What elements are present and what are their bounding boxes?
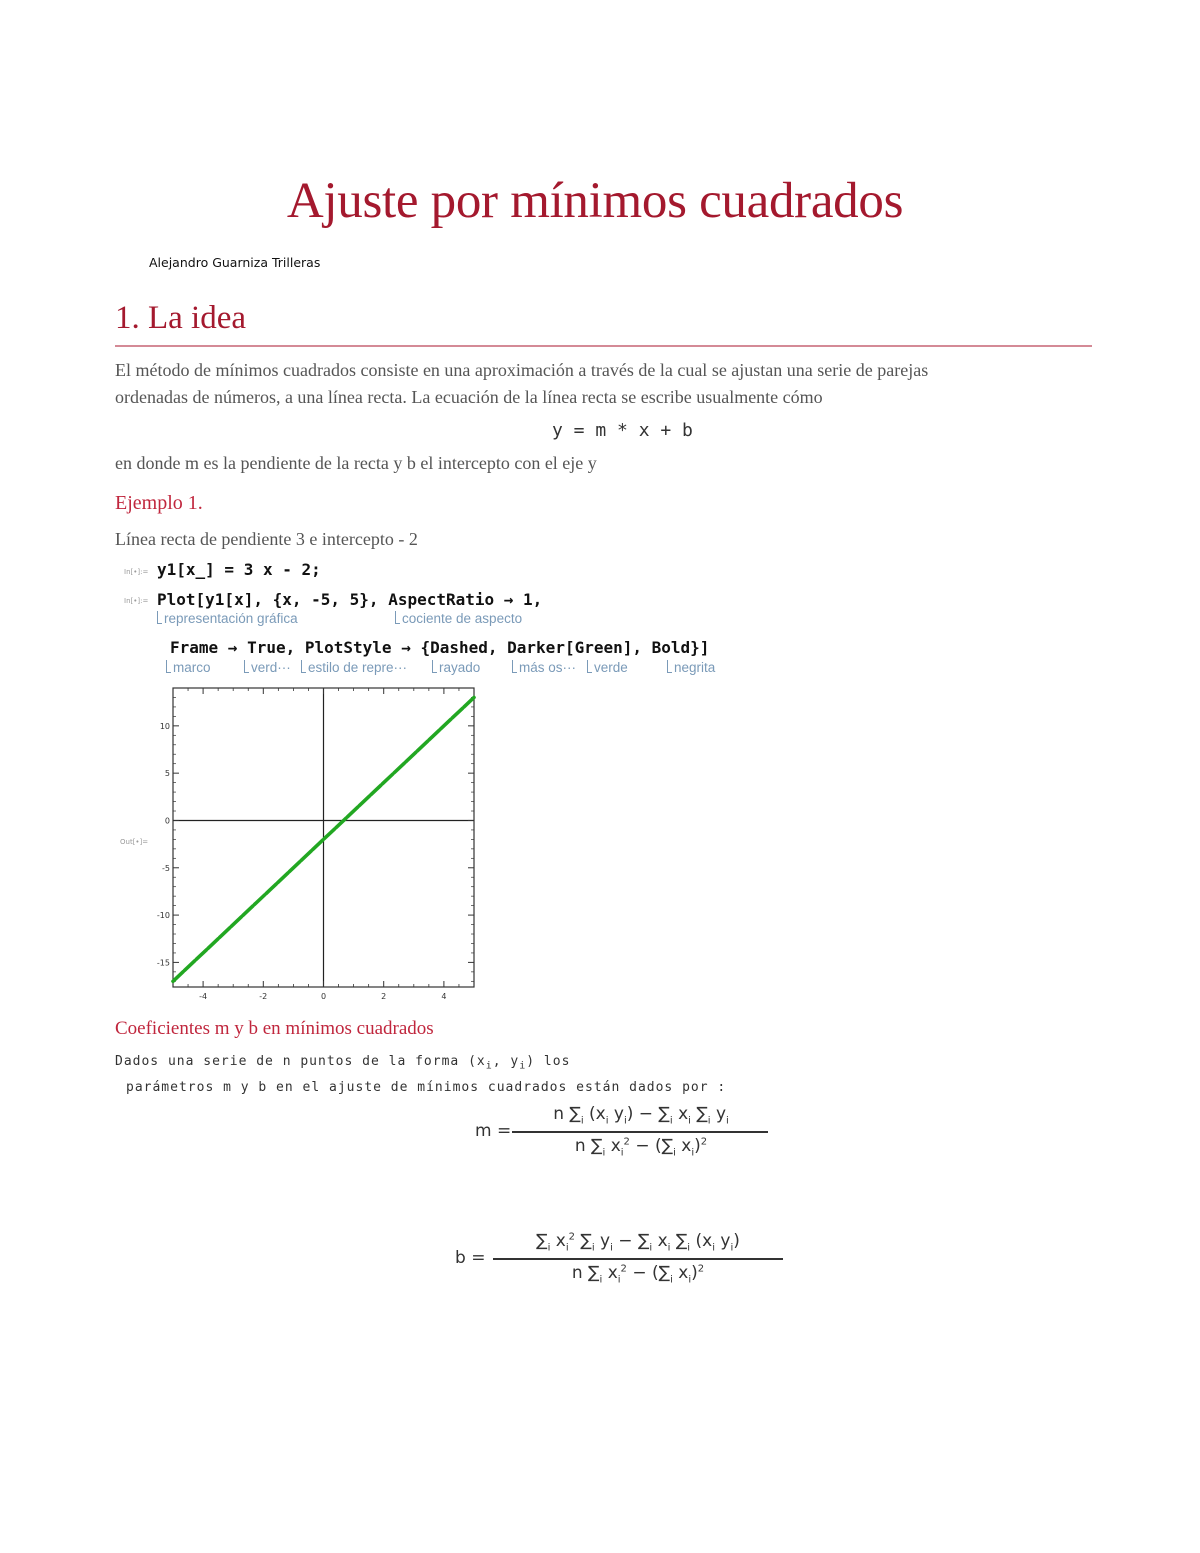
hint-plotstyle: estilo de repre··· bbox=[301, 660, 407, 675]
y-tick-label: -15 bbox=[156, 958, 170, 968]
subscript: i bbox=[519, 1060, 527, 1072]
coefficients-text: , y bbox=[492, 1054, 520, 1069]
formula-m-numerator: n $\sum_i$ ($x_i$ $y_i) - \sum_i$ $x_i$ $\sum_i$ $y_i$ bbox=[553, 1104, 729, 1127]
formula-b-denominator: n $\sum_i$ $x_i^2 - (\sum_i$ $x_i)^2$ bbox=[571, 1263, 705, 1286]
example-heading: Ejemplo 1. bbox=[115, 492, 203, 514]
output-label: Out[•]= bbox=[120, 838, 149, 846]
line-plot bbox=[140, 680, 485, 1005]
y-tick-label: 0 bbox=[164, 816, 170, 826]
coefficients-line-2: parámetros m y b en el ajuste de mínimos cuadrados están dados por : bbox=[126, 1080, 727, 1095]
formula-b bbox=[455, 1227, 795, 1297]
y-tick-label: -10 bbox=[156, 911, 170, 921]
coefficients-line-1 bbox=[115, 1054, 570, 1072]
input-label: In[•]:= bbox=[124, 568, 149, 576]
x-tick-label: 0 bbox=[320, 992, 327, 1001]
coefficients-text: ) los bbox=[526, 1054, 571, 1069]
formula-b-label: b = bbox=[455, 1248, 486, 1268]
author: Alejandro Guarniza Trilleras bbox=[149, 255, 321, 270]
paragraph-line: El método de mínimos cuadrados consiste en una aproximación a través de la cual se ajustan una serie de parejas bbox=[115, 360, 929, 380]
hint-plot: representación gráfica bbox=[157, 611, 298, 626]
code-input-2[interactable]: Plot[y1[x], {x, -5, 5}, AspectRatio → 1, bbox=[157, 590, 543, 609]
formula-m-label: m = bbox=[475, 1121, 512, 1141]
example-description: Línea recta de pendiente 3 e intercepto - 2 bbox=[115, 529, 418, 549]
input-label: In[•]:= bbox=[124, 597, 149, 605]
formula-m bbox=[475, 1100, 775, 1170]
fraction-bar bbox=[512, 1131, 768, 1133]
page-title: Ajuste por mínimos cuadrados bbox=[286, 173, 904, 229]
hint-darker: más os··· bbox=[512, 660, 576, 675]
line-equation: y = m * x + b bbox=[552, 420, 693, 441]
y-tick-label: -5 bbox=[162, 863, 170, 873]
formula-m-denominator: n $\sum_i$ $x_i^2 - (\sum_i$ $x_i)^2$ bbox=[574, 1136, 708, 1159]
paragraph-line: ordenadas de números, a una línea recta. La ecuación de la línea recta se escribe usualmente cómo bbox=[115, 387, 823, 407]
hint-dashed: rayado bbox=[432, 660, 480, 675]
hint-green: verde bbox=[587, 660, 628, 675]
code-input-1[interactable]: y1[x_] = 3 x - 2; bbox=[157, 560, 321, 579]
coefficients-text: Dados una serie de n puntos de la forma (x bbox=[115, 1054, 486, 1069]
formula-b-numerator: $\sum_i$ $x_i^2$ $\sum_i$ $y_i - \sum_i$ $x_i$ $\sum_i$ ($x_i$ $y_i$) bbox=[536, 1231, 740, 1254]
paragraph-intro bbox=[115, 357, 1095, 411]
x-tick-label: 4 bbox=[441, 992, 447, 1001]
subscript: i bbox=[485, 1060, 493, 1072]
fraction-bar bbox=[493, 1258, 783, 1260]
y-tick-label: 10 bbox=[159, 721, 170, 731]
section-heading: 1. La idea bbox=[115, 300, 247, 336]
hint-aspect-ratio: cociente de aspecto bbox=[395, 611, 522, 626]
x-tick-label: -2 bbox=[259, 992, 268, 1001]
hint-true: verd··· bbox=[244, 660, 291, 675]
section-divider bbox=[115, 345, 1092, 347]
y-tick-label: 5 bbox=[164, 769, 170, 779]
code-input-3[interactable]: Frame → True, PlotStyle → {Dashed, Darker[Green], Bold}] bbox=[170, 638, 710, 657]
coefficients-heading: Coeficientes m y b en mínimos cuadrados bbox=[115, 1018, 434, 1039]
paragraph-definition: en donde m es la pendiente de la recta y b el intercepto con el eje y bbox=[115, 453, 597, 473]
hint-bold: negrita bbox=[667, 660, 715, 675]
x-tick-label: -4 bbox=[199, 992, 208, 1001]
x-tick-label: 2 bbox=[381, 992, 387, 1001]
hint-frame: marco bbox=[166, 660, 211, 675]
